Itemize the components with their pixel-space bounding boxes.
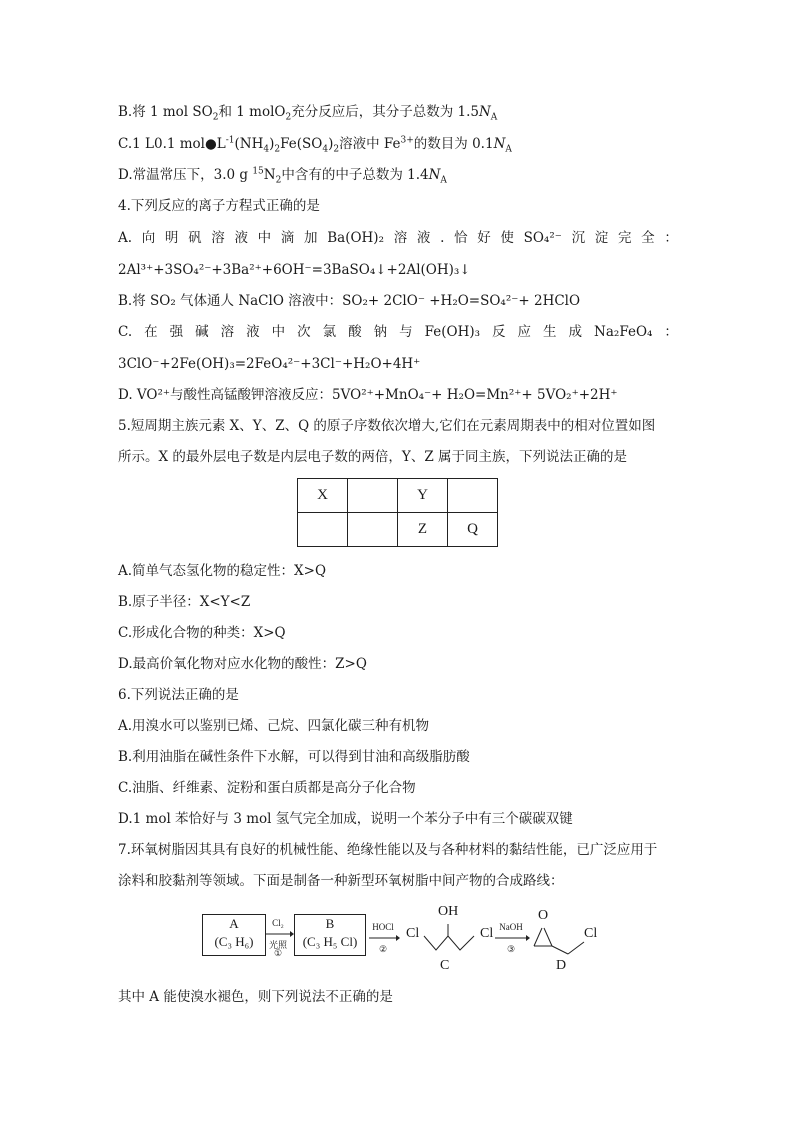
compound-d-oxygen: O — [538, 908, 549, 923]
justified-token: 成 — [568, 324, 583, 340]
q3-option-d: D.常温常压下，3.0 g $^{15}N_2$中含有的中子总数为 $1.4N_A$ — [118, 166, 447, 186]
q4-stem: 4.下列反应的离子方程式正确的是 — [118, 198, 320, 214]
q4-option-a-equation: 2Al³⁺+3SO₄²⁻+3Ba²⁺+6OH⁻=3BaSO₄↓+2Al(OH)₃↓ — [118, 262, 471, 278]
justified-token: ： — [664, 324, 678, 340]
reagent-3: NaOH — [499, 922, 523, 932]
q5-option-a: A.简单气态氢化物的稳定性：X>Q — [118, 563, 327, 579]
table-cell: Z — [398, 513, 448, 547]
q5-option-d: D.最高价氧化物对应水化物的酸性：Z>Q — [118, 656, 367, 672]
q5-stem-line2: 所示。X 的最外层电子数是内层电子数的两倍，Y、Z 属于同主族，下列说法正确的是 — [118, 449, 627, 465]
justified-token: 使 — [500, 230, 514, 246]
justified-token: 酸 — [348, 324, 362, 340]
justified-token: 恰 — [454, 230, 468, 246]
compound-c-cl-right: Cl — [480, 926, 494, 941]
justified-token: 矾 — [188, 230, 202, 246]
justified-token: 中 — [257, 230, 272, 246]
justified-token: 氯 — [322, 324, 337, 340]
q3-option-b: B.将 1 mol $SO_2$和 1 molO$_2$充分反应后，其分子总数为 $1.5N_A$ — [118, 104, 498, 123]
compound-c-oh: OH — [438, 904, 459, 919]
q4-option-a — [118, 229, 678, 247]
q6-option-a: A.用溴水可以鉴别已烯、己烷、四氯化碳三种有机物 — [118, 718, 430, 734]
justified-token: 明 — [164, 230, 179, 246]
compound-a-label: A — [229, 916, 239, 931]
justified-token: 好 — [477, 230, 491, 246]
table-cell: X — [298, 479, 348, 513]
justified-token: 溶 — [220, 324, 235, 340]
compound-b-label: B — [325, 916, 335, 931]
justified-token: 淀 — [594, 230, 609, 246]
justified-token: 强 — [169, 324, 184, 340]
justified-token: Na₂FeO₄ — [594, 324, 653, 340]
arrow-2-icon — [368, 934, 400, 942]
justified-token: 全 — [641, 230, 655, 246]
arrow-3-icon — [494, 934, 530, 942]
justified-token: Ba(OH)₂ — [327, 230, 384, 246]
q6-stem: 6.下列说法正确的是 — [118, 687, 239, 703]
table-cell — [298, 513, 348, 547]
justified-token: 向 — [141, 230, 156, 246]
justified-token: 沉 — [571, 230, 586, 246]
compound-c-skeleton-icon — [422, 920, 482, 958]
justified-token: . — [440, 230, 445, 246]
justified-token: Fe(OH)₃ — [424, 324, 481, 340]
compound-d-skeleton-icon — [530, 922, 590, 956]
justified-token: 反 — [492, 324, 506, 340]
justified-token: 与 — [399, 324, 413, 340]
compound-c-label: C — [440, 958, 450, 973]
q6-option-b: B.利用油脂在碱性条件下水解，可以得到甘油和高级脂肪酸 — [118, 749, 470, 765]
justified-token: 液 — [246, 324, 260, 340]
reagent-2: HOCl — [372, 922, 394, 932]
justified-token: 次 — [297, 324, 311, 340]
q7-stem-line2: 涂料和胶黏剂等领域。下面是制备一种新型环氧树脂中间产物的合成路线： — [118, 873, 564, 889]
q4-option-b: B.将 SO₂ 气体通人 NaClO 溶液中：SO₂+ 2ClO⁻ +H₂O=SO₄²⁻+ 2HClO — [118, 293, 581, 309]
compound-d-cl: Cl — [584, 926, 598, 941]
compound-b-box — [294, 914, 366, 956]
justified-token: A. — [118, 230, 133, 246]
justified-token: 生 — [543, 324, 557, 340]
justified-token: 溶 — [211, 230, 225, 246]
justified-token: C. — [118, 324, 133, 340]
step-2: ② — [378, 944, 388, 954]
q6-option-d: D.1 mol 苯恰好与 3 mol 氢气完全加成，说明一个苯分子中有三个碳碳双键 — [118, 811, 573, 827]
justified-token: 液 — [234, 230, 248, 246]
table-cell — [448, 479, 498, 513]
compound-c-cl-left: Cl — [406, 926, 420, 941]
table-cell — [348, 479, 398, 513]
periodic-table-fragment — [297, 478, 498, 547]
q6-option-c: C.油脂、纤维素、淀粉和蛋白质都是高分子化合物 — [118, 780, 416, 796]
step-1: ① — [273, 948, 283, 958]
q5-option-b: B.原子半径：X<Y<Z — [118, 594, 251, 610]
compound-a-box — [202, 914, 266, 956]
justified-token: 应 — [517, 324, 532, 340]
justified-token: 中 — [271, 324, 286, 340]
q5-stem-line1: 5.短周期主族元素 X、Y、Z、Q 的原子序数依次增大,它们在元素周期表中的相对位置如图 — [118, 418, 656, 434]
justified-token: 完 — [617, 230, 632, 246]
q3-option-c: C.1 L0.1 $mol●L^{-1}(NH_4)_2Fe(SO_4)_2$溶液中 $Fe^{3+}$的数目为 $0.1N_A$ — [118, 135, 512, 155]
table-cell — [348, 513, 398, 547]
justified-token: 碱 — [195, 324, 209, 340]
table-row — [298, 479, 498, 513]
justified-token: 滴 — [280, 230, 295, 246]
step-3: ③ — [506, 944, 516, 954]
table-cell: Y — [398, 479, 448, 513]
justified-token: 在 — [144, 324, 158, 340]
compound-d-label: D — [556, 958, 567, 973]
q7-footer: 其中 A 能使溴水褪色，则下列说法不正确的是 — [118, 989, 393, 1005]
compound-a-formula: (C₃ H₆) — [214, 934, 254, 949]
justified-token: SO₄²⁻ — [523, 230, 562, 246]
q4-option-d: D. VO²⁺与酸性高锰酸钾溶液反应：5VO²⁺+MnO₄⁻+ H₂O=Mn²⁺+ 5VO₂⁺+2H⁺ — [118, 387, 618, 403]
justified-token: 液 — [416, 230, 431, 246]
table-row — [298, 513, 498, 547]
reagent-1: Cl₂ — [272, 918, 284, 928]
condition-1: 光照 — [268, 940, 287, 950]
q4-option-c-equation: 3ClO⁻+2Fe(OH)₃=2FeO₄²⁻+3Cl⁻+H₂O+4H⁺ — [118, 356, 421, 372]
compound-b-formula: (C₃ H₅ Cl) — [302, 934, 358, 949]
q7-stem-line1: 7.环氧树脂因其具有良好的机械性能、绝缘性能以及与各种材料的黏结性能，已广泛应用于 — [118, 842, 658, 858]
q5-option-c: C.形成化合物的种类：X>Q — [118, 625, 286, 641]
justified-token: 钠 — [373, 324, 388, 340]
arrow-1-icon — [264, 930, 294, 938]
q4-option-c — [118, 323, 678, 341]
justified-token: ： — [664, 230, 678, 246]
justified-token: 溶 — [393, 230, 408, 246]
table-cell: Q — [448, 513, 498, 547]
justified-token: 加 — [304, 230, 318, 246]
